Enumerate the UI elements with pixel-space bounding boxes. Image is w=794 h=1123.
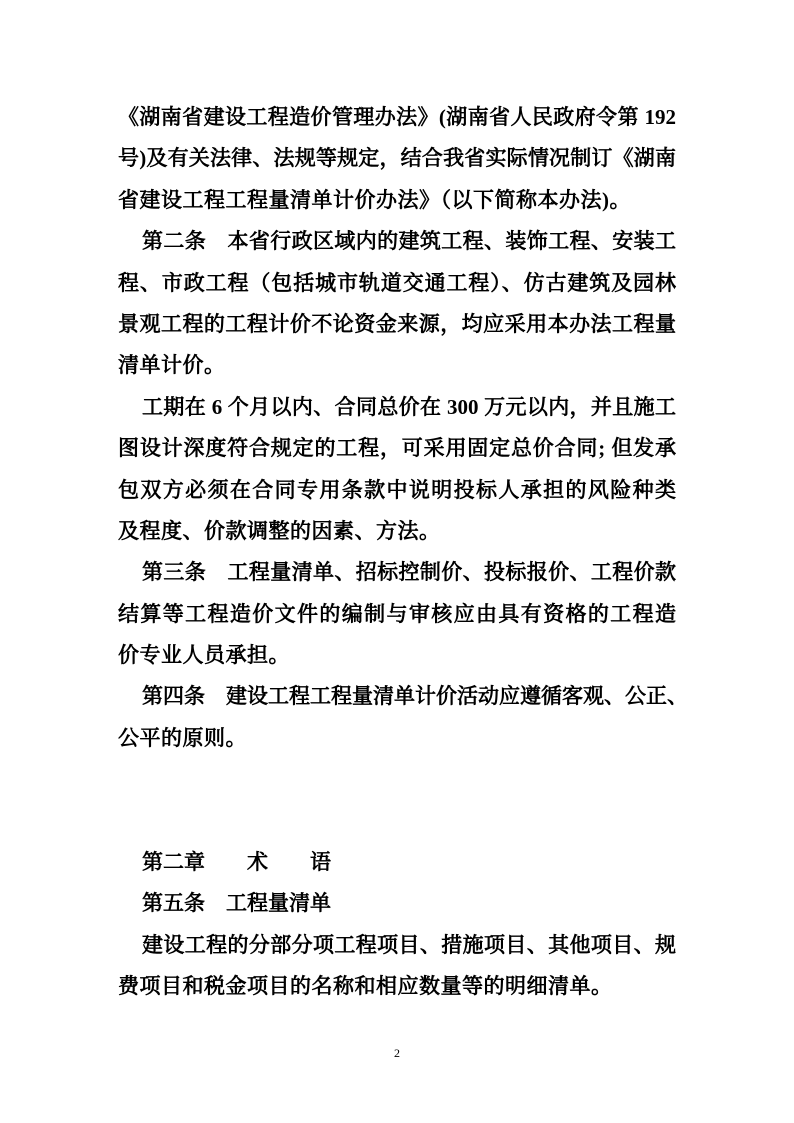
text-line: 程、市政工程（包括城市轨道交通工程）、仿古建筑及园林 — [118, 270, 676, 295]
text-line: 价专业人员承担。 — [118, 643, 290, 668]
text-line: 图设计深度符合规定的工程，可采用固定总价合同; 但发承 — [118, 436, 676, 461]
text-line: 工期在 6 个月以内、合同总价在 300 万元以内，并且施工 — [142, 394, 676, 419]
text-line: 费项目和税金项目的名称和相应数量等的明细清单。 — [118, 974, 613, 999]
text-line: 第二条 本省行政区域内的建筑工程、装饰工程、安装工 — [142, 229, 676, 254]
text-line: 省建设工程工程量清单计价办法》（以下简称本办法)。 — [118, 187, 631, 212]
chapter-2-heading: 第二章 术 语 — [142, 850, 331, 875]
text-line: 第四条 建设工程工程量清单计价活动应遵循客观、公正、 — [142, 684, 688, 709]
article-3-paragraph — [118, 552, 676, 676]
page-number: 2 — [394, 1046, 400, 1060]
text-line: 《湖南省建设工程造价管理办法》(湖南省人民政府令第 192 — [118, 105, 676, 129]
article-4-paragraph — [118, 676, 688, 759]
blank-space — [118, 759, 676, 842]
article-5-heading: 第五条 工程量清单 — [142, 891, 331, 916]
text-line: 及程度、价款调整的因素、方法。 — [118, 518, 441, 543]
text-line: 景观工程的工程计价不论资金来源，均应采用本办法工程量 — [118, 311, 676, 336]
text-line: 结算等工程造价文件的编制与审核应由具有资格的工程造 — [118, 601, 676, 626]
text-line: 建设工程的分部分项工程项目、措施项目、其他项目、规 — [142, 932, 676, 957]
document-body — [118, 97, 688, 1008]
fixed-price-contract-paragraph — [118, 387, 676, 553]
text-line: 公平的原则。 — [118, 725, 247, 750]
text-line: 第三条 工程量清单、招标控制价、投标报价、工程价款 — [142, 560, 676, 585]
text-line: 号)及有关法律、法规等规定，结合我省实际情况制订《湖南 — [118, 146, 676, 171]
article-5-definition — [118, 925, 676, 1008]
text-line: 包双方必须在合同专用条款中说明投标人承担的风险种类 — [118, 477, 676, 502]
paragraph-continuation — [118, 97, 676, 221]
text-line: 清单计价。 — [118, 353, 226, 378]
article-2-paragraph — [118, 221, 676, 387]
